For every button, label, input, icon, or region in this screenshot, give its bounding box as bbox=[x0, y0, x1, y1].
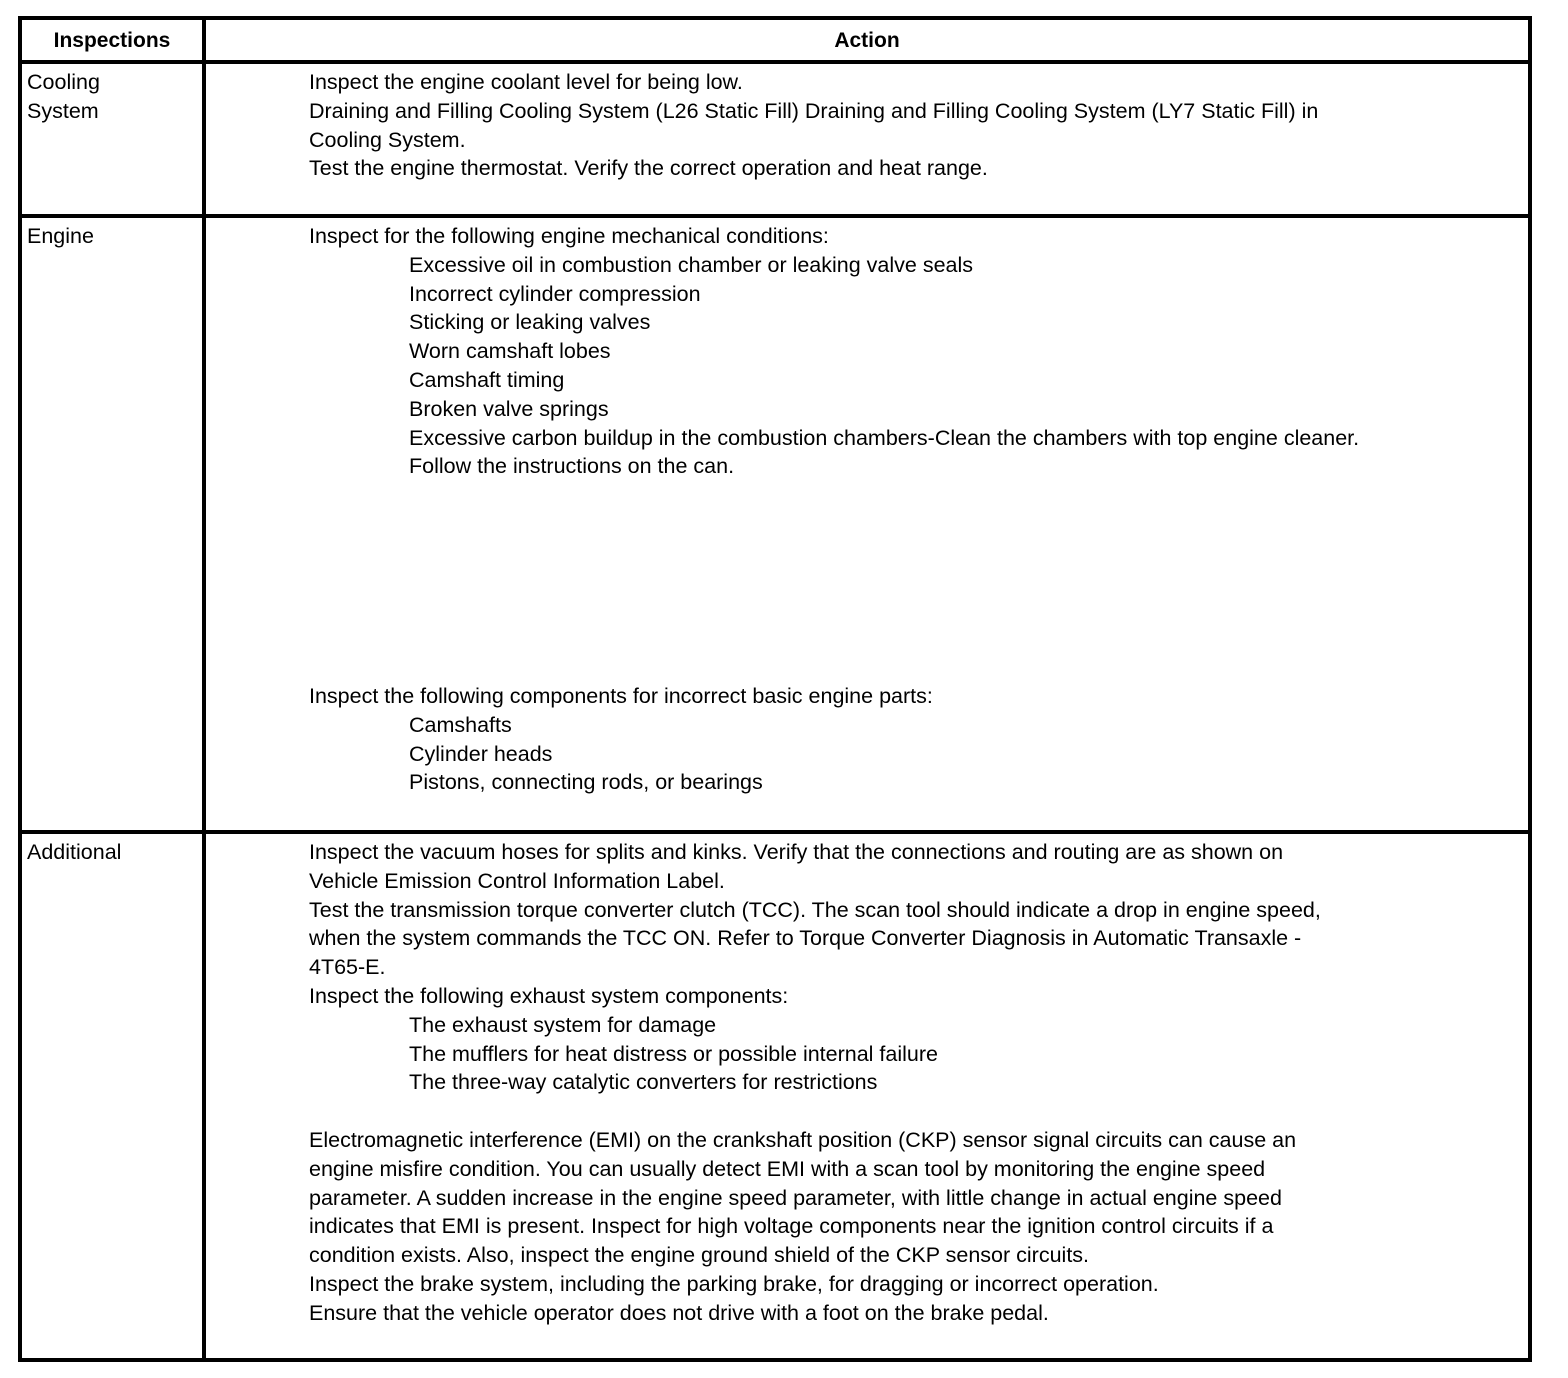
action-sub-item: Broken valve springs bbox=[409, 396, 609, 421]
inspection-category-label bbox=[27, 838, 121, 867]
action-sub-item: The three-way catalytic converters for restrictions bbox=[409, 1070, 878, 1095]
action-line: engine misfire condition. You can usually detect EMI with a scan tool by monitoring the engine speed bbox=[309, 1156, 1266, 1181]
action-line: Vehicle Emission Control Information Label. bbox=[309, 868, 725, 893]
category-label-line: Additional bbox=[27, 840, 122, 864]
action-line: Electromagnetic interference (EMI) on the crankshaft position (CKP) sensor signal circuits can cause an bbox=[309, 1128, 1297, 1152]
action-line: Inspect the following exhaust system components: bbox=[309, 983, 789, 1008]
action-sub-item: Sticking or leaking valves bbox=[409, 310, 651, 335]
action-block bbox=[309, 68, 1318, 183]
action-line: Inspect the brake system, including the parking brake, for dragging or incorrect operation. bbox=[309, 1271, 1159, 1296]
column-divider bbox=[202, 20, 206, 1358]
action-sub-item: The exhaust system for damage bbox=[409, 1012, 717, 1037]
action-sub-item: Camshafts bbox=[409, 712, 512, 737]
action-block bbox=[309, 838, 1321, 1097]
action-line: when the system commands the TCC ON. Refer to Torque Converter Diagnosis in Automatic Transaxle - bbox=[309, 926, 1302, 951]
action-line: Cooling System. bbox=[309, 127, 466, 152]
row-divider bbox=[22, 214, 1528, 218]
action-block bbox=[309, 682, 933, 797]
action-sub-item: Cylinder heads bbox=[409, 741, 553, 766]
action-line: Test the engine thermostat. Verify the correct operation and heat range. bbox=[309, 156, 988, 181]
action-block bbox=[309, 1126, 1296, 1328]
action-line: Ensure that the vehicle operator does not drive with a foot on the brake pedal. bbox=[309, 1300, 1049, 1325]
action-line: 4T65-E. bbox=[309, 955, 386, 980]
action-sub-item: Excessive oil in combustion chamber or leaking valve seals bbox=[409, 252, 974, 277]
header-action: Action bbox=[834, 29, 900, 52]
header-inspections: Inspections bbox=[53, 29, 171, 52]
category-label-line: Cooling bbox=[27, 70, 100, 94]
action-line: condition exists. Also, inspect the engine ground shield of the CKP sensor circuits. bbox=[309, 1243, 1090, 1268]
action-line: Inspect the following components for incorrect basic engine parts: bbox=[309, 684, 933, 708]
action-line: indicates that EMI is present. Inspect for high voltage components near the ignition control circuits if a bbox=[309, 1214, 1274, 1239]
category-label-line: Engine bbox=[27, 224, 94, 248]
action-block bbox=[309, 222, 1359, 481]
action-sub-item: Excessive carbon buildup in the combustion chambers-Clean the chambers with top engine cleaner. bbox=[409, 425, 1360, 450]
action-sub-item: Worn camshaft lobes bbox=[409, 339, 611, 364]
action-line: parameter. A sudden increase in the engine speed parameter, with little change in actual engine speed bbox=[309, 1185, 1282, 1210]
row-divider bbox=[22, 830, 1528, 834]
action-sub-item: Incorrect cylinder compression bbox=[409, 281, 701, 306]
action-line: Draining and Filling Cooling System (L26 Static Fill) Draining and Filling Cooling System (LY7 Static Fill) in bbox=[309, 98, 1319, 123]
category-label-line: System bbox=[27, 99, 99, 123]
inspection-category-label bbox=[27, 68, 100, 126]
action-sub-item: Camshaft timing bbox=[409, 367, 565, 392]
inspections-table bbox=[18, 16, 1532, 1362]
inspection-category-label bbox=[27, 222, 94, 251]
action-sub-item: Pistons, connecting rods, or bearings bbox=[409, 770, 763, 795]
row-divider bbox=[22, 60, 1528, 64]
action-line: Inspect the engine coolant level for being low. bbox=[309, 70, 743, 94]
action-sub-item: The mufflers for heat distress or possible internal failure bbox=[409, 1041, 938, 1066]
action-line: Inspect for the following engine mechanical conditions: bbox=[309, 224, 829, 248]
action-sub-item: Follow the instructions on the can. bbox=[409, 454, 735, 479]
action-line: Inspect the vacuum hoses for splits and kinks. Verify that the connections and routing are as shown on bbox=[309, 840, 1284, 864]
action-line: Test the transmission torque converter clutch (TCC). The scan tool should indicate a drop in engine speed, bbox=[309, 897, 1321, 922]
